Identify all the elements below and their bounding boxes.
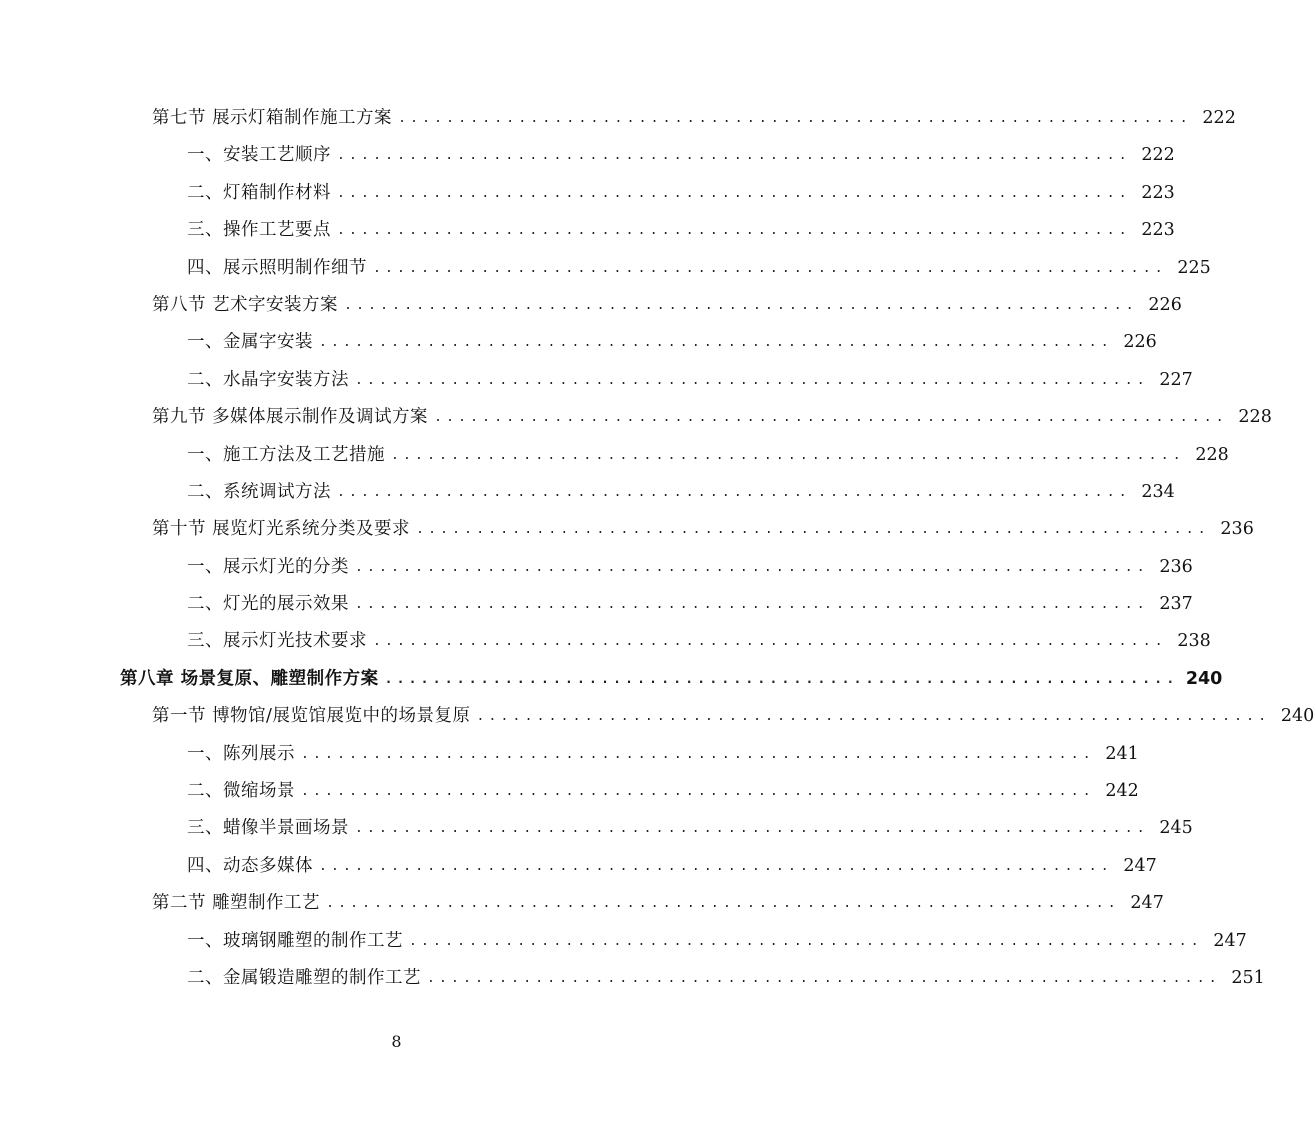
dot-leader: ..................................................................	[301, 784, 1095, 800]
dot-leader: ..................................................................	[355, 559, 1149, 575]
toc-entry-page: 245	[1159, 818, 1193, 839]
toc-entry[interactable]	[0, 362, 1193, 399]
toc-entry-page: 223	[1141, 220, 1175, 241]
toc-entry-page: 234	[1141, 481, 1175, 502]
dot-leader: ..................................................................	[427, 970, 1221, 986]
toc-entry-page: 241	[1105, 743, 1139, 764]
toc-entry-page: 223	[1141, 182, 1175, 203]
toc-entry-label: 一、陈列展示	[187, 743, 295, 764]
toc-entry-page: 225	[1177, 257, 1211, 278]
toc-entry-label: 二、灯箱制作材料	[187, 182, 331, 203]
toc-entry[interactable]	[0, 212, 1175, 249]
toc-entry-page: 236	[1159, 556, 1193, 577]
toc-entry[interactable]	[0, 324, 1157, 361]
toc-entry[interactable]	[0, 175, 1175, 212]
toc-entry-page: 242	[1105, 781, 1139, 802]
toc-entry[interactable]	[0, 661, 1223, 698]
toc-entry-label: 第十节 展览灯光系统分类及要求	[152, 519, 411, 540]
toc-entry-label: 第二节 雕塑制作工艺	[152, 893, 321, 914]
toc-entry-page: 237	[1159, 594, 1193, 615]
toc-entry-page: 247	[1123, 855, 1157, 876]
dot-leader: ..................................................................	[373, 260, 1167, 276]
toc-entry-page: 247	[1130, 893, 1164, 914]
toc-entry-label: 一、安装工艺顺序	[187, 145, 331, 166]
dot-leader: ..................................................................	[337, 148, 1131, 164]
toc-entry-label: 三、操作工艺要点	[187, 220, 331, 241]
toc-entry-page: 228	[1195, 444, 1229, 465]
dot-leader: ..................................................................	[416, 522, 1210, 538]
toc-entry[interactable]	[0, 474, 1175, 511]
toc-entry[interactable]	[0, 623, 1211, 660]
toc-entry-label: 二、灯光的展示效果	[187, 594, 349, 615]
dot-leader: ..................................................................	[476, 709, 1271, 725]
toc-entry[interactable]	[0, 810, 1193, 847]
toc-entry[interactable]	[0, 885, 1164, 922]
toc-entry-page: 227	[1159, 369, 1193, 390]
toc-entry[interactable]	[0, 287, 1182, 324]
toc-entry[interactable]	[0, 100, 1236, 137]
toc-entry-page: 226	[1148, 294, 1182, 315]
toc-entry-page: 247	[1213, 930, 1247, 951]
toc-entry-label: 二、水晶字安装方法	[187, 369, 349, 390]
dot-leader: ..................................................................	[301, 746, 1095, 762]
dot-leader: ..................................................................	[326, 896, 1120, 912]
dot-leader: ..................................................................	[344, 297, 1138, 313]
toc-entry-label: 三、展示灯光技术要求	[187, 631, 367, 652]
dot-leader: ..................................................................	[319, 858, 1113, 874]
toc-entry-label: 第七节 展示灯箱制作施工方案	[152, 108, 393, 128]
toc-entry-label: 一、玻璃钢雕塑的制作工艺	[187, 930, 403, 951]
dot-leader: ..................................................................	[398, 111, 1192, 126]
toc-entry-label: 一、展示灯光的分类	[187, 556, 349, 577]
page-number: 8	[391, 1032, 402, 1051]
toc-entry-page: 226	[1123, 332, 1157, 353]
toc-entry-page: 222	[1141, 145, 1175, 166]
toc-entry-label: 一、金属字安装	[187, 332, 313, 353]
dot-leader: ..................................................................	[319, 335, 1113, 351]
toc-entry[interactable]	[0, 848, 1157, 885]
toc-entry-page: 222	[1202, 108, 1236, 128]
toc-entry[interactable]	[0, 960, 1265, 997]
toc-entry-label: 第八章 场景复原、雕塑制作方案	[120, 668, 379, 689]
table-of-contents	[0, 100, 1314, 997]
toc-entry-label: 第八节 艺术字安装方案	[152, 294, 339, 315]
toc-entry-label: 第九节 多媒体展示制作及调试方案	[152, 407, 429, 428]
toc-entry-label: 四、动态多媒体	[187, 855, 313, 876]
toc-entry[interactable]	[0, 137, 1175, 174]
toc-entry-label: 二、微缩场景	[187, 781, 295, 802]
toc-entry[interactable]	[0, 250, 1211, 287]
toc-entry-label: 一、施工方法及工艺措施	[187, 444, 385, 465]
toc-entry[interactable]	[0, 437, 1229, 474]
toc-entry[interactable]	[0, 399, 1272, 436]
toc-entry[interactable]	[0, 773, 1139, 810]
toc-entry[interactable]	[0, 923, 1247, 960]
dot-leader: ..................................................................	[337, 223, 1131, 239]
dot-leader: ..................................................................	[355, 372, 1149, 388]
toc-entry[interactable]	[0, 736, 1139, 773]
dot-leader: ..................................................................	[409, 933, 1203, 949]
dot-leader: ..................................................................	[391, 447, 1185, 463]
toc-entry[interactable]	[0, 511, 1254, 548]
toc-entry-page: 228	[1238, 407, 1272, 428]
toc-entry-page: 251	[1231, 967, 1265, 988]
toc-entry-label: 二、系统调试方法	[187, 481, 331, 502]
dot-leader: ..................................................................	[384, 671, 1179, 687]
toc-entry[interactable]	[0, 549, 1193, 586]
dot-leader: ..................................................................	[355, 597, 1149, 613]
dot-leader: ..................................................................	[337, 484, 1131, 500]
dot-leader: ..................................................................	[355, 821, 1149, 837]
toc-entry[interactable]	[0, 586, 1193, 623]
toc-entry-label: 四、展示照明制作细节	[187, 257, 367, 278]
toc-entry-page: 236	[1220, 519, 1254, 540]
toc-entry-page: 240	[1185, 668, 1223, 689]
toc-entry-page: 240	[1280, 706, 1314, 727]
toc-entry-label: 三、蜡像半景画场景	[187, 818, 349, 839]
dot-leader: ..................................................................	[373, 634, 1167, 650]
toc-entry[interactable]	[0, 698, 1314, 735]
toc-entry-label: 第一节 博物馆/展览馆展览中的场景复原	[152, 706, 471, 727]
toc-entry-page: 238	[1177, 631, 1211, 652]
dot-leader: ..................................................................	[337, 185, 1131, 201]
toc-entry-label: 二、金属锻造雕塑的制作工艺	[187, 967, 421, 988]
dot-leader: ..................................................................	[434, 410, 1228, 426]
